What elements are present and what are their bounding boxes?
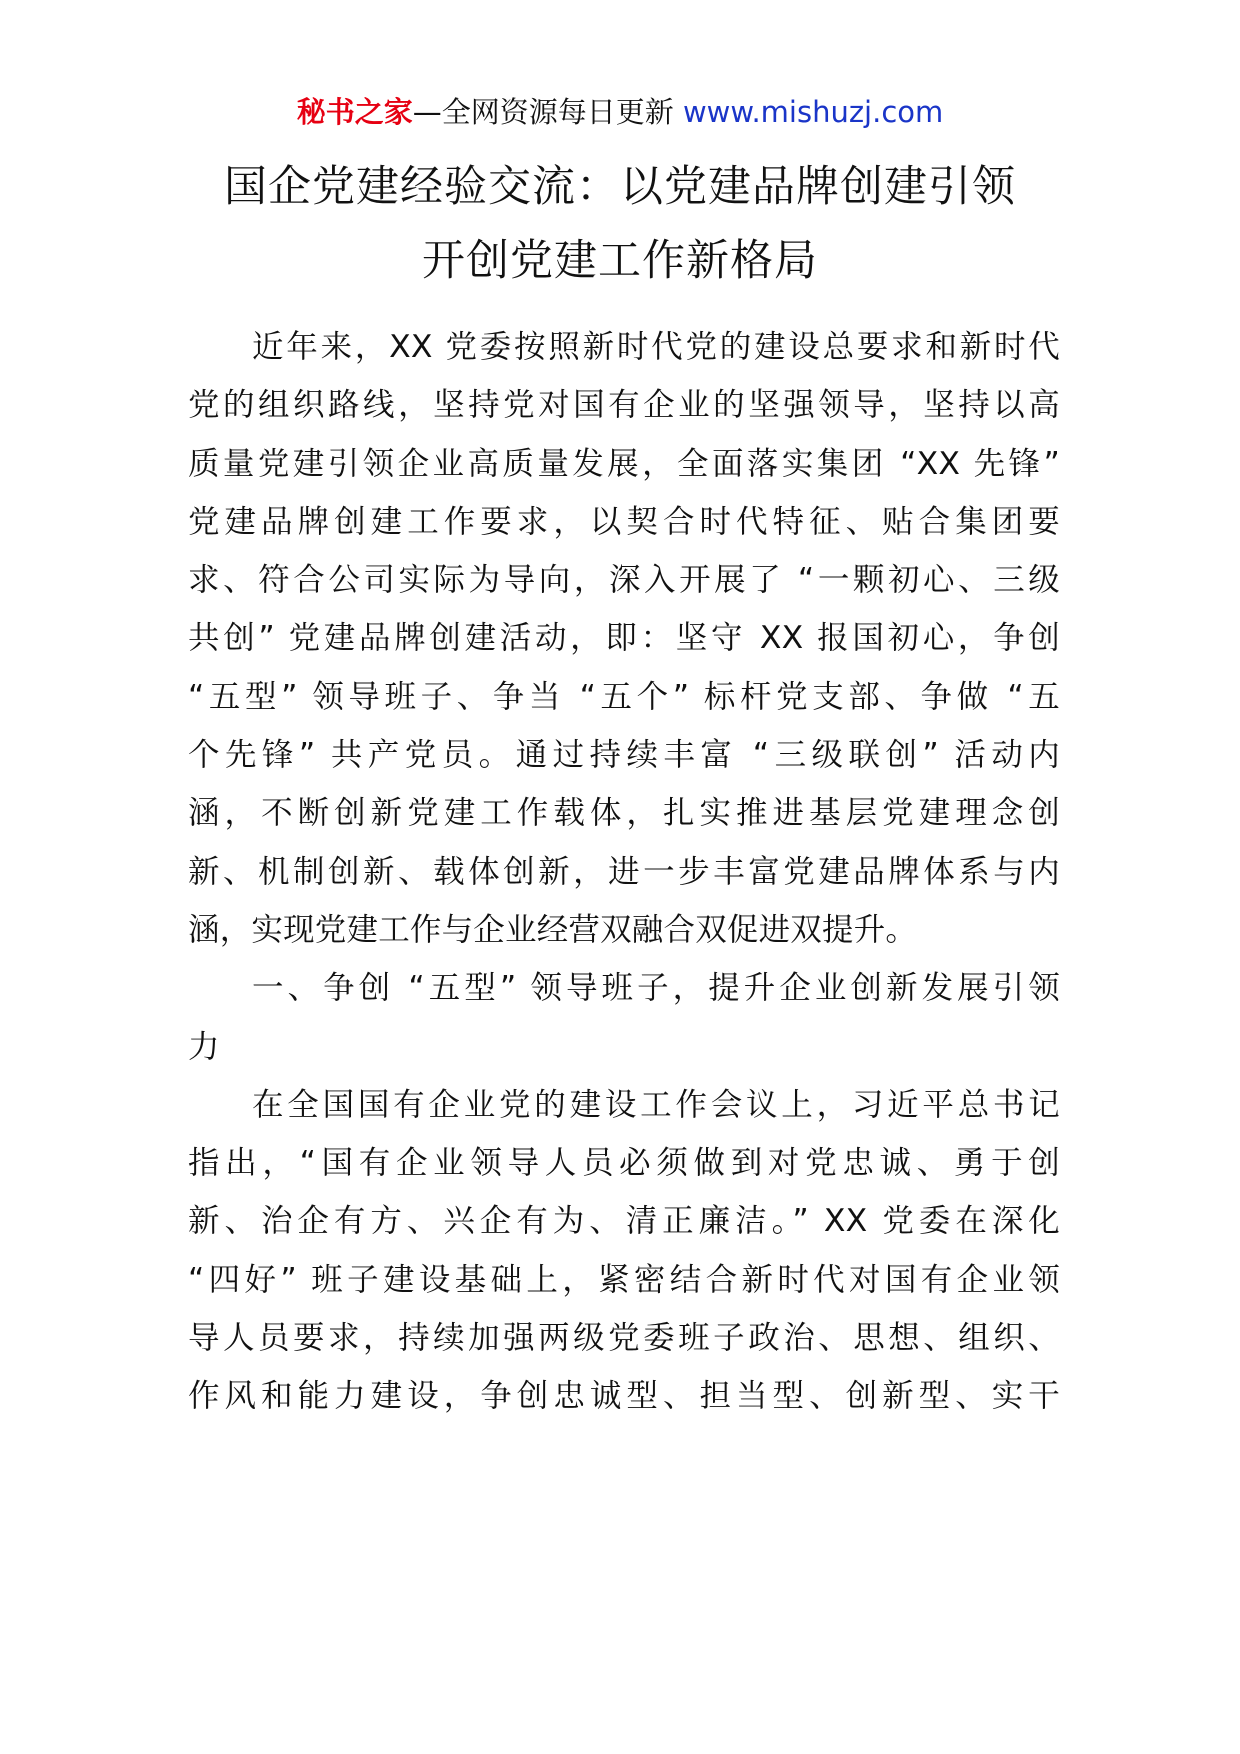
body-line: 导人员要求，持续加强两级党委班子政治、思想、组织、 bbox=[188, 1320, 1060, 1357]
body-line: 涵，实现党建工作与企业经营双融合双促进双提升。 bbox=[188, 911, 918, 948]
body-line: 指出，“国有企业领导人员必须做到对党忠诚、勇于创 bbox=[188, 1145, 1060, 1182]
body-line: 涵，不断创新党建工作载体，扎实推进基层党建理念创 bbox=[188, 795, 1060, 832]
body-line: 党的组织路线，坚持党对国有企业的坚强领导，坚持以高 bbox=[188, 387, 1060, 424]
site-url-link[interactable]: www.mishuzj.com bbox=[682, 95, 944, 129]
body-line: “五型” 领导班子、争当 “五个” 标杆党支部、争做 “五 bbox=[188, 678, 1060, 715]
site-banner bbox=[0, 92, 1240, 132]
body-line: 新、机制创新、载体创新，进一步丰富党建品牌体系与内 bbox=[188, 853, 1060, 890]
section-heading-line: 力 bbox=[188, 1028, 220, 1065]
document-title bbox=[140, 150, 1100, 298]
body-line: 新、治企有方、兴企有为、清正廉洁。” XX 党委在深化 bbox=[188, 1203, 1060, 1240]
body-line: 近年来，XX 党委按照新时代党的建设总要求和新时代 bbox=[252, 329, 1060, 365]
section-heading-line: 一、争创 “五型” 领导班子，提升企业创新发展引领 bbox=[252, 970, 1060, 1007]
body-line: 党建品牌创建工作要求，以契合时代特征、贴合集团要 bbox=[188, 503, 1060, 540]
body-line: 质量党建引领企业高质量发展，全面落实集团 “XX 先锋” bbox=[188, 445, 1060, 482]
body-line: 共创” 党建品牌创建活动，即：坚守 XX 报国初心，争创 bbox=[188, 620, 1060, 657]
document-body bbox=[188, 318, 1060, 1426]
body-line: 个先锋” 共产党员。通过持续丰富 “三级联创” 活动内 bbox=[188, 737, 1060, 774]
body-line: 作风和能力建设，争创忠诚型、担当型、创新型、实干 bbox=[188, 1378, 1060, 1415]
title-line-2: 开创党建工作新格局 bbox=[422, 236, 818, 286]
body-line: “四好” 班子建设基础上，紧密结合新时代对国有企业领 bbox=[188, 1261, 1060, 1298]
body-line: 求、符合公司实际为导向，深入开展了 “一颗初心、三级 bbox=[188, 562, 1060, 599]
title-line-1: 国企党建经验交流：以党建品牌创建引领 bbox=[224, 162, 1016, 212]
body-line: 在全国国有企业党的建设工作会议上，习近平总书记 bbox=[252, 1086, 1060, 1123]
site-tagline: —全网资源每日更新 bbox=[412, 95, 683, 129]
site-brand: 秘书之家 bbox=[296, 95, 413, 129]
